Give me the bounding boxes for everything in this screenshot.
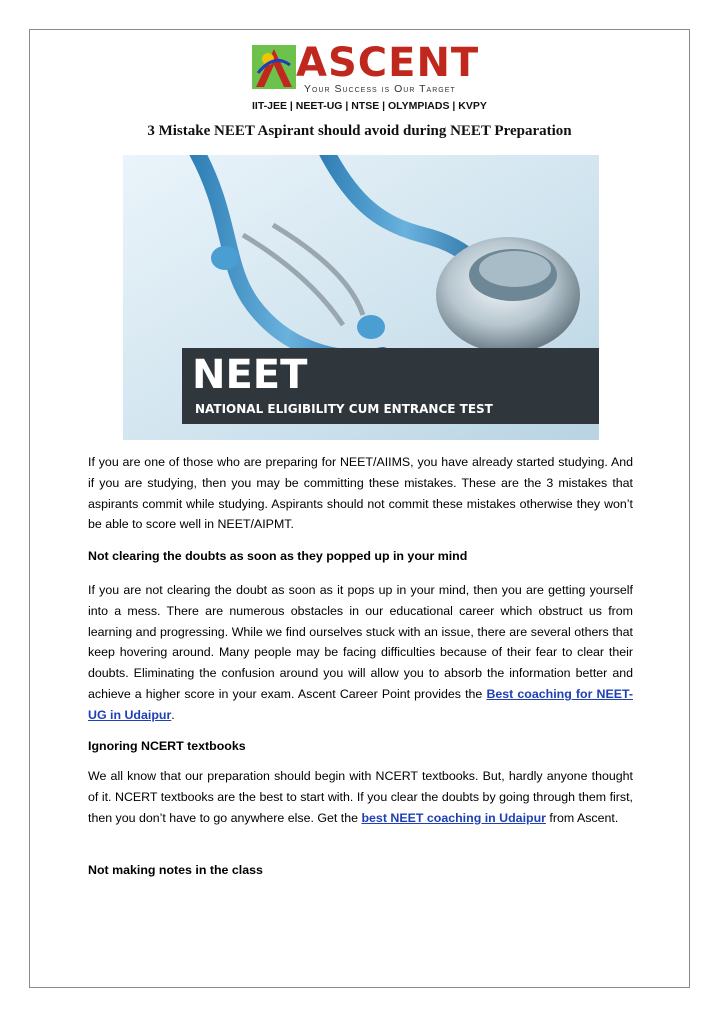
hero-sub-text: NATIONAL ELIGIBILITY CUM ENTRANCE TEST xyxy=(195,402,493,416)
section-3 xyxy=(88,860,633,881)
section-1 xyxy=(88,546,633,567)
intro-paragraph: If you are one of those who are preparing for NEET/AIIMS, you have already started studying. And if you are studying, then you may be committing these mistakes. These are the 3 mistakes that aspirants commit while studying. Aspirants should not commit these mistakes otherwise they won’t be able to score well in NEET/AIPMT. xyxy=(88,455,633,532)
section-2 xyxy=(88,736,633,757)
section-2-text: We all know that our preparation should begin with NCERT textbooks. But, hardly anyone thought of it. NCERT textbooks are the best to start with. If you clear the doubts by going through them first, then you don’t have to go anywhere else. Get the xyxy=(88,769,633,825)
section-1-text: If you are not clearing the doubt as soon as it pops up in your mind, then you are getting yourself into a mess. There are numerous obstacles in our educational career which obstruct us from learning and progressing. While we find ourselves stuck with an issue, there are several others that keep hovering around. Many people may be facing difficulties because of their fear to clear their doubts. Eliminating the confusion around you will allow you to absorb the information better and achieve a higher score in your exam. Ascent Career Point provides the xyxy=(88,583,633,701)
section-2-after: from Ascent. xyxy=(545,810,619,825)
hero-big-text: NEET xyxy=(192,352,308,398)
section-2-paragraph xyxy=(88,766,633,828)
ascent-emblem-icon xyxy=(252,43,296,91)
section-1-heading: Not clearing the doubts as soon as they popped up in your mind xyxy=(88,549,468,563)
section-1-after: . xyxy=(171,707,175,722)
intro-block xyxy=(88,452,633,535)
hero-image xyxy=(123,155,599,440)
section-3-heading: Not making notes in the class xyxy=(88,863,263,877)
neet-coaching-link[interactable]: best NEET coaching in Udaipur xyxy=(361,810,546,825)
ascent-logo xyxy=(252,40,487,119)
article-title: 3 Mistake NEET Aspirant should avoid during NEET Preparation xyxy=(147,123,572,139)
document-page xyxy=(29,29,690,988)
logo-brand-text: ASCENT xyxy=(296,40,480,86)
section-1-paragraph xyxy=(88,580,633,726)
logo-tagline: Your Success is Our Target xyxy=(304,83,456,95)
section-2-heading: Ignoring NCERT textbooks xyxy=(88,739,246,753)
logo-exams: IIT-JEE | NEET-UG | NTSE | OLYMPIADS | KVPY xyxy=(252,100,487,112)
best-coaching-link[interactable]: Best coaching for NEET-UG in Udaipur xyxy=(88,686,633,722)
section-2-body xyxy=(88,766,633,828)
section-1-body xyxy=(88,580,633,726)
